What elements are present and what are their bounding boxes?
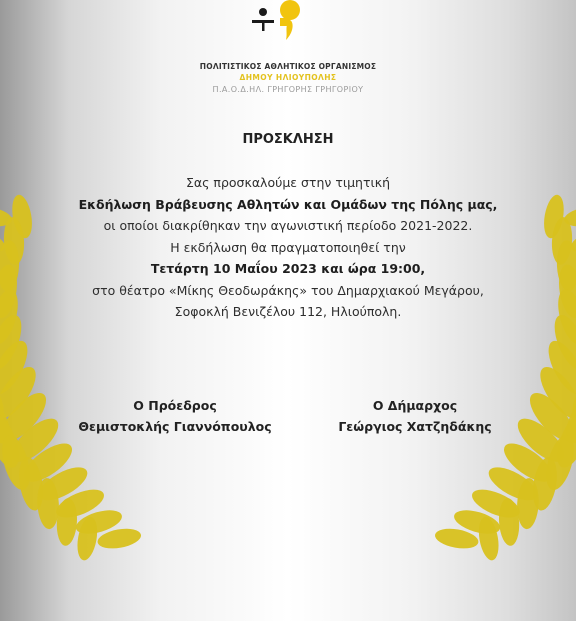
dot-and-comma-logo-icon	[250, 0, 306, 56]
signature-president	[60, 395, 290, 437]
invitation-line: οι οποίοι διακρίθηκαν την αγωνιστική περίοδο 2021-2022.	[103, 218, 473, 233]
organization-acronym: Π.Α.Ο.Δ.ΗΛ. ΓΡΗΓΟΡΗΣ ΓΡΗΓΟΡΙΟΥ	[212, 85, 364, 94]
signature-title: Ο Δήμαρχος	[372, 398, 458, 413]
organization-municipality: ΔΗΜΟΥ ΗΛΙΟΥΠΟΛΗΣ	[239, 73, 337, 82]
signature-mayor	[305, 395, 525, 437]
invitation-body	[40, 172, 536, 323]
invitation-line: Σας προσκαλούμε στην τιμητική	[185, 175, 391, 190]
event-venue: στο θέατρο «Μίκης Θεοδωράκης» του Δημαρχιακού Μεγάρου,	[92, 282, 484, 298]
signature-name: Γεώργιος Χατζηδάκης	[338, 419, 492, 434]
invitation-line: Η εκδήλωση θα πραγματοποιηθεί την	[170, 239, 406, 255]
event-title: Εκδήλωση Βράβευσης Αθλητών και Ομάδων της Πόλης μας,	[78, 196, 498, 212]
event-date-time: Τετάρτη 10 Μαΐου 2023 και ώρα 19:00,	[150, 261, 426, 276]
organization-name: ΠΟΛΙΤΙΣΤΙΚΟΣ ΑΘΛΗΤΙΚΟΣ ΟΡΓΑΝΙΣΜΟΣ	[199, 62, 377, 71]
invitation-heading: ΠΡΟΣΚΛΗΣΗ	[242, 132, 334, 147]
signature-name: Θεμιστοκλής Γιαννόπουλος	[78, 419, 272, 434]
event-address: Σοφοκλή Βενιζέλου 112, Ηλιούπολη.	[174, 304, 402, 319]
signature-title: Ο Πρόεδρος	[133, 398, 217, 413]
